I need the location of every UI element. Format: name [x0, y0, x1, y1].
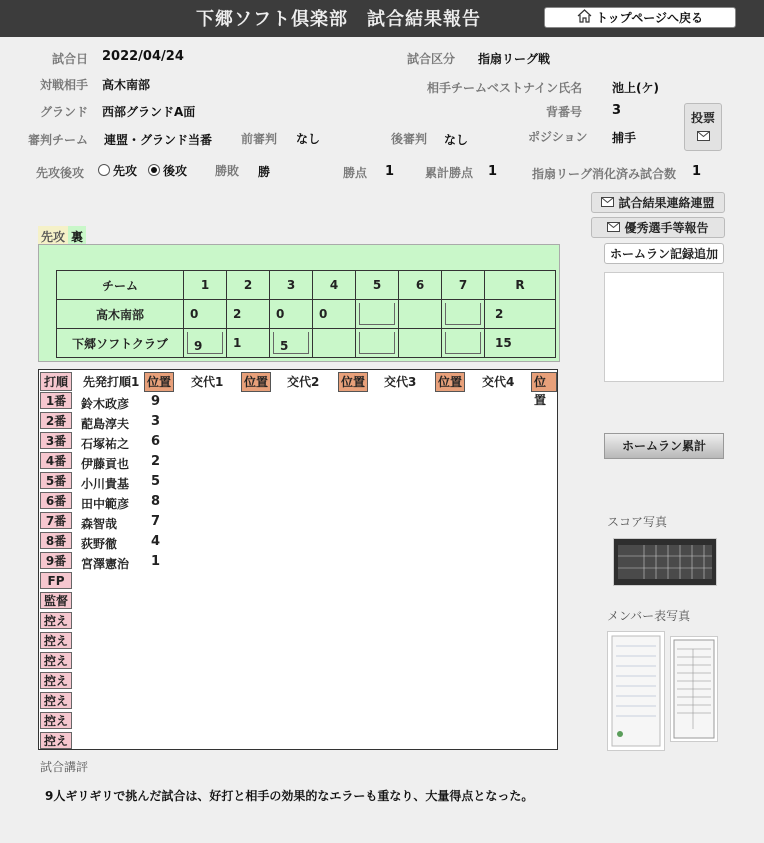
mail-icon [685, 130, 721, 144]
batting-order: 控え [40, 712, 72, 729]
home-icon [577, 9, 592, 26]
total-runs: 15 [485, 329, 556, 358]
umpire-team-value: 連盟・グランド当番 [104, 133, 213, 147]
home-button-label: トップページへ戻る [596, 11, 703, 25]
inning-score [399, 329, 442, 358]
batting-order: 2番 [40, 412, 72, 429]
lineup-header-order: 打順 [40, 372, 72, 391]
header-inning-7: 7 [442, 271, 485, 300]
category-value: 指扇リーグ戦 [478, 52, 551, 66]
player-position: 3 [151, 414, 161, 429]
batting-order: 控え [40, 692, 72, 709]
back-umpire-value: なし [444, 133, 469, 147]
position-label: ポジション [528, 130, 588, 144]
number-value: 3 [612, 103, 622, 118]
scoreboard-table [56, 270, 556, 358]
lineup-header-pos: 位置 [241, 372, 271, 392]
header-runs: R [485, 271, 556, 300]
scoreboard-panel [38, 244, 560, 362]
batting-order: 7番 [40, 512, 72, 529]
scoreboard-row-home [57, 329, 556, 358]
batting-order: 控え [40, 612, 72, 629]
inning-score: 1 [227, 329, 270, 358]
lineup-header-pos: 位置 [338, 372, 368, 392]
games-played-label: 指扇リーグ消化済み試合数 [532, 167, 677, 181]
member-photo-label: メンバー表写真 [607, 609, 691, 623]
inning-score [399, 300, 442, 329]
member-photo-1[interactable] [607, 631, 665, 751]
batting-order: 8番 [40, 532, 72, 549]
number-label: 背番号 [546, 105, 583, 119]
batting-order: 1番 [40, 392, 72, 409]
batting-order: 監督 [40, 592, 72, 609]
review-label: 試合講評 [40, 760, 89, 774]
player-position: 7 [151, 514, 161, 529]
result-value: 勝 [258, 165, 271, 179]
score-photo-image [614, 539, 716, 585]
batting-order: 控え [40, 732, 72, 749]
inning-score: 5 [273, 332, 309, 354]
player-position: 8 [151, 494, 161, 509]
inning-score-cell [442, 329, 485, 358]
excellent-player-label: 優秀選手等報告 [624, 221, 709, 235]
batting-order: 9番 [40, 552, 72, 569]
date-label: 試合日 [52, 52, 89, 66]
tab-top[interactable]: 先攻 [38, 226, 68, 244]
player-position: 9 [151, 394, 161, 409]
player-name: 蓜島淳夫 [81, 417, 130, 431]
homerun-list-box [604, 272, 724, 382]
ground-value: 西部グランドA面 [102, 105, 196, 119]
radio-first-indicator [98, 164, 110, 176]
radio-first[interactable] [98, 162, 137, 179]
header-inning-6: 6 [399, 271, 442, 300]
best-nine-value: 池上(ケ) [612, 81, 659, 95]
player-name: 森智哉 [81, 517, 118, 531]
total-runs: 2 [485, 300, 556, 329]
batting-order: 5番 [40, 472, 72, 489]
header-inning-5: 5 [356, 271, 399, 300]
mail-icon [607, 221, 620, 235]
player-name: 荻野徹 [81, 537, 118, 551]
player-position: 6 [151, 434, 161, 449]
inning-score: 0 [184, 300, 227, 329]
lineup-header-starter: 先発打順1 [83, 375, 140, 389]
excellent-player-button[interactable] [591, 217, 725, 238]
contact-league-label: 試合結果連絡連盟 [618, 196, 715, 210]
radio-second-label: 後攻 [163, 164, 188, 178]
best-nine-label: 相手チームベストナイン氏名 [427, 81, 583, 95]
points-value: 1 [385, 164, 395, 179]
score-photo[interactable] [613, 538, 717, 586]
inning-score-cell [356, 300, 399, 329]
header-inning-4: 4 [313, 271, 356, 300]
member-photo-2[interactable] [670, 636, 718, 742]
homerun-total-button[interactable]: ホームラン累計 [604, 433, 724, 459]
batting-order: 6番 [40, 492, 72, 509]
team-name: 下郷ソフトクラブ [57, 329, 184, 358]
top-bar [0, 0, 764, 37]
batting-order: 控え [40, 632, 72, 649]
player-name: 石塚祐之 [81, 437, 130, 451]
total-points-value: 1 [488, 164, 498, 179]
date-value: 2022/04/24 [102, 49, 184, 64]
inning-score-cell [356, 329, 399, 358]
player-position: 1 [151, 554, 161, 569]
inning-score [445, 332, 481, 354]
player-position: 2 [151, 454, 161, 469]
score-photo-label: スコア写真 [607, 515, 668, 529]
position-value: 捕手 [612, 131, 637, 145]
inning-score-cell [442, 300, 485, 329]
header-inning-1: 1 [184, 271, 227, 300]
scoreboard-row-away [57, 300, 556, 329]
radio-second[interactable] [148, 162, 187, 179]
inning-score [313, 329, 356, 358]
ground-label: グランド [40, 105, 89, 119]
radio-first-label: 先攻 [113, 164, 138, 178]
vote-button[interactable] [684, 103, 722, 151]
header-inning-2: 2 [227, 271, 270, 300]
player-position: 4 [151, 534, 161, 549]
batting-order: 控え [40, 652, 72, 669]
front-umpire-label: 前審判 [241, 132, 278, 146]
category-label: 試合区分 [407, 52, 456, 66]
umpire-team-label: 審判チーム [28, 133, 89, 147]
inning-score [445, 303, 481, 325]
player-name: 鈴木政彦 [81, 397, 130, 411]
inning-score: 0 [313, 300, 356, 329]
lineup-header-pos: 位置 [435, 372, 465, 392]
inning-score-cell [184, 329, 227, 358]
batting-order: 4番 [40, 452, 72, 469]
batting-order: FP [40, 572, 72, 589]
points-label: 勝点 [343, 166, 368, 180]
lineup-panel [38, 369, 558, 750]
inning-score-cell [270, 329, 313, 358]
inning-score [359, 303, 395, 325]
member-photo-image [608, 632, 664, 750]
player-name: 小川貴基 [81, 477, 130, 491]
batting-order-label: 先攻後攻 [36, 166, 85, 180]
front-umpire-value: なし [296, 132, 321, 146]
batting-order: 控え [40, 672, 72, 689]
contact-league-button[interactable] [591, 192, 725, 213]
add-homerun-label: ホームラン記録追加 [609, 247, 718, 261]
vote-label: 投票 [690, 111, 715, 125]
player-position: 5 [151, 474, 161, 489]
lineup-header-pos: 位置 [531, 372, 557, 392]
lineup-header-sub2: 交代2 [287, 375, 320, 389]
inning-score: 9 [187, 332, 223, 354]
inning-score: 2 [227, 300, 270, 329]
member-photo-image [671, 637, 717, 741]
team-name: 高木南部 [57, 300, 184, 329]
review-text: 9人ギリギリで挑んだ試合は、好打と相手の効果的なエラーも重なり、大量得点となった。 [45, 789, 534, 803]
opponent-value: 高木南部 [102, 78, 151, 92]
header-inning-3: 3 [270, 271, 313, 300]
lineup-header-pos: 位置 [144, 372, 174, 392]
add-homerun-button[interactable] [604, 243, 724, 264]
player-name: 田中範彦 [81, 497, 130, 511]
lineup-header-sub4: 交代4 [482, 375, 515, 389]
player-name: 伊藤貢也 [81, 457, 130, 471]
batting-order: 3番 [40, 432, 72, 449]
tab-bottom[interactable]: 裏 [68, 226, 86, 244]
page-title: 下郷ソフト倶楽部 試合結果報告 [196, 9, 481, 30]
back-umpire-label: 後審判 [391, 132, 428, 146]
lineup-header-sub3: 交代3 [384, 375, 417, 389]
inning-tabs [38, 226, 86, 244]
player-name: 宮澤憲治 [81, 557, 130, 571]
mail-icon [601, 196, 614, 210]
lineup-header-sub1: 交代1 [191, 375, 224, 389]
opponent-label: 対戦相手 [40, 78, 89, 92]
radio-second-indicator [148, 164, 160, 176]
result-label: 勝敗 [215, 164, 240, 178]
inning-score [359, 332, 395, 354]
inning-score: 0 [270, 300, 313, 329]
games-played-value: 1 [692, 164, 702, 179]
home-button[interactable] [544, 7, 736, 28]
header-team: チーム [57, 271, 184, 300]
scoreboard-header-row [57, 271, 556, 300]
total-points-label: 累計勝点 [425, 166, 474, 180]
